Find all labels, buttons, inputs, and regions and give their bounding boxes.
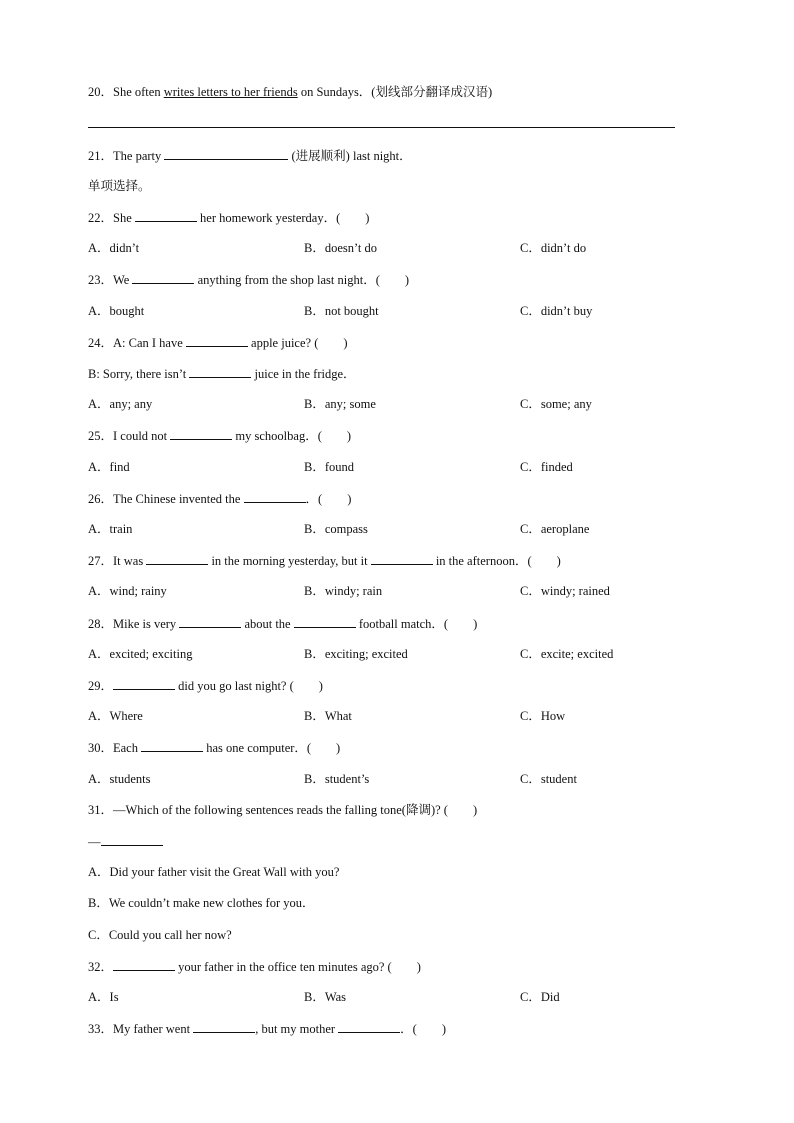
q25-stem-pre: 25．I could not — [88, 429, 171, 443]
q24-blank-1[interactable] — [186, 334, 248, 347]
q31-option-c[interactable]: C．Could you call her now? — [88, 928, 232, 942]
q25-blank[interactable] — [170, 427, 232, 440]
q31-option-a[interactable]: A．Did your father visit the Great Wall with you? — [88, 865, 340, 879]
q33-blank-1[interactable] — [193, 1020, 255, 1033]
question-31-response — [88, 833, 163, 850]
q24-option-c[interactable]: C．some; any — [520, 397, 592, 411]
question-24-line-b — [88, 365, 356, 382]
q28-option-a[interactable]: A．excited; exciting — [88, 647, 193, 661]
q24-option-a[interactable]: A．any; any — [88, 397, 153, 411]
q30-stem-post: has one computer．( ) — [203, 741, 341, 755]
q28-option-b[interactable]: B．exciting; excited — [304, 647, 408, 661]
q29-stem-pre: 29． — [88, 679, 114, 693]
q21-blank[interactable] — [164, 147, 288, 160]
q21-text-pre: The party — [113, 149, 165, 163]
question-30 — [88, 739, 340, 756]
q24-blank-2[interactable] — [189, 365, 251, 378]
q22-option-c[interactable]: C．didn’t do — [520, 241, 587, 255]
question-29 — [88, 677, 323, 694]
question-32 — [88, 958, 421, 975]
q27-stem-mid: in the morning yesterday, but it — [208, 554, 371, 568]
question-24 — [88, 334, 348, 351]
question-33 — [88, 1020, 446, 1037]
q26-blank[interactable] — [244, 490, 306, 503]
q22-option-b[interactable]: B．doesn’t do — [304, 241, 378, 255]
section-title: 单项选择。 — [88, 179, 151, 193]
q30-blank[interactable] — [141, 739, 203, 752]
q28-option-c[interactable]: C．excite; excited — [520, 647, 614, 661]
q21-number: 21． — [88, 149, 114, 163]
q32-stem-pre: 32． — [88, 960, 114, 974]
q27-blank-1[interactable] — [146, 552, 208, 565]
q25-option-b[interactable]: B．found — [304, 460, 355, 474]
q22-option-a[interactable]: A．didn’t — [88, 241, 140, 255]
q29-option-c[interactable]: C．How — [520, 709, 566, 723]
q24-option-b[interactable]: B．any; some — [304, 397, 376, 411]
q21-text-post: (进展顺利) last night． — [288, 149, 412, 163]
q32-option-c[interactable]: C．Did — [520, 990, 560, 1004]
q26-stem-post: ．( ) — [305, 492, 352, 506]
q27-option-b[interactable]: B．windy; rain — [304, 584, 383, 598]
q28-blank-2[interactable] — [294, 615, 356, 628]
question-28 — [88, 615, 477, 632]
q30-option-b[interactable]: B．student’s — [304, 772, 370, 786]
q31-blank[interactable] — [101, 833, 163, 846]
q31-dash: — — [88, 835, 101, 849]
q27-option-a[interactable]: A．wind; rainy — [88, 584, 167, 598]
q31-option-b[interactable]: B．We couldn’t make new clothes for you． — [88, 896, 315, 910]
q28-stem-mid: about the — [241, 617, 294, 631]
q27-blank-2[interactable] — [371, 552, 433, 565]
q25-option-c[interactable]: C．finded — [520, 460, 573, 474]
q25-option-a[interactable]: A．find — [88, 460, 130, 474]
q29-option-b[interactable]: B．What — [304, 709, 352, 723]
question-23 — [88, 271, 409, 288]
q29-stem-post: did you go last night? ( ) — [175, 679, 323, 693]
q33-stem-post: ．( ) — [400, 1022, 446, 1036]
q28-stem-pre: 28．Mike is very — [88, 617, 180, 631]
q26-option-a[interactable]: A．train — [88, 522, 133, 536]
q33-stem-mid: , but my mother — [255, 1022, 339, 1036]
q30-stem-pre: 30．Each — [88, 741, 142, 755]
q23-blank[interactable] — [132, 271, 194, 284]
question-27 — [88, 552, 561, 569]
q20-number: 20． — [88, 85, 114, 99]
q23-stem-post: anything from the shop last night．( ) — [194, 273, 410, 287]
q32-option-a[interactable]: A．Is — [88, 990, 119, 1004]
q33-blank-2[interactable] — [338, 1020, 400, 1033]
q26-option-b[interactable]: B．compass — [304, 522, 368, 536]
question-20 — [88, 84, 492, 100]
q20-text-pre: She often — [113, 85, 164, 99]
q24-line2-post: juice in the fridge． — [251, 367, 356, 381]
q32-option-b[interactable]: B．Was — [304, 990, 347, 1004]
q24-line2-pre: B: Sorry, there isn’t — [88, 367, 190, 381]
q24-stem-post: apple juice? ( ) — [247, 336, 348, 350]
q27-option-c[interactable]: C．windy; rained — [520, 584, 610, 598]
q26-option-c[interactable]: C．aeroplane — [520, 522, 590, 536]
q32-stem-post: your father in the office ten minutes ago? ( ) — [175, 960, 421, 974]
q20-text-post: on Sundays．(划线部分翻译成汉语) — [297, 85, 493, 99]
q28-stem-post: football match．( ) — [355, 617, 478, 631]
q26-stem-pre: 26．The Chinese invented the — [88, 492, 244, 506]
question-31: 31．—Which of the following sentences reads the falling tone(降调)? ( ) — [88, 803, 478, 817]
q20-underlined-phrase: writes letters to her friends — [163, 85, 298, 99]
q23-option-b[interactable]: B．not bought — [304, 304, 379, 318]
q20-answer-line[interactable] — [88, 127, 675, 128]
q28-blank-1[interactable] — [179, 615, 241, 628]
question-21 — [88, 147, 412, 164]
q22-blank[interactable] — [135, 209, 197, 222]
q33-stem-pre: 33．My father went — [88, 1022, 194, 1036]
q22-stem-post: her homework yesterday．( ) — [196, 211, 370, 225]
q23-option-c[interactable]: C．didn’t buy — [520, 304, 593, 318]
q32-blank[interactable] — [113, 958, 175, 971]
q23-option-a[interactable]: A．bought — [88, 304, 145, 318]
q25-stem-post: my schoolbag．( ) — [232, 429, 352, 443]
q29-option-a[interactable]: A．Where — [88, 709, 143, 723]
q23-stem-pre: 23．We — [88, 273, 133, 287]
q30-option-c[interactable]: C．student — [520, 772, 577, 786]
question-22 — [88, 209, 369, 226]
q24-stem-pre: 24．A: Can I have — [88, 336, 186, 350]
q29-blank[interactable] — [113, 677, 175, 690]
q30-option-a[interactable]: A．students — [88, 772, 151, 786]
question-26 — [88, 490, 351, 507]
q22-stem-pre: 22．She — [88, 211, 135, 225]
question-25 — [88, 427, 351, 444]
q27-stem-post: in the afternoon．( ) — [432, 554, 561, 568]
q27-stem-pre: 27．It was — [88, 554, 147, 568]
